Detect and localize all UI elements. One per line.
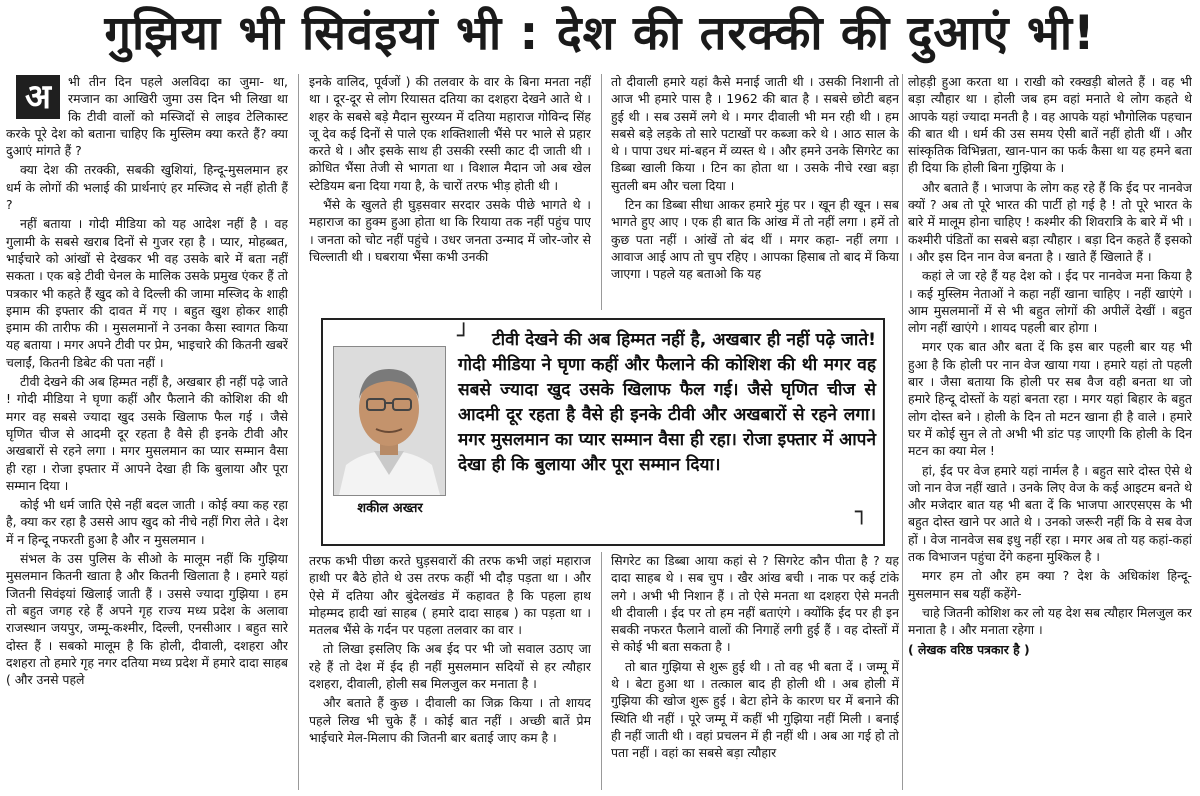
paragraph: इनके वालिद, पूर्वजों ) की तलवार के वार के बिना मनता नहीं था । दूर-दूर से लोग रियासत दतिया का दशहरा देखने आते थे । शहर के सबसे बड़े मैदान सुरय्यन में दतिया महाराज गोविन्द सिंह जू देव कई दिनों से पाले एक शक्तिशाली भैंसे पर भाले से प्रहार करते थे । और इसके साथ ही उसकी रस्सी काट दी जाती थी । क्रोधित भैंसा तेजी से भागता था । विशाल मैदान जो अब खेल स्टेडियम बना दिया गया है, के चारों तरफ भीड़ होती थी । bbox=[309, 74, 591, 193]
paragraph: टीवी देखने की अब हिम्मत नहीं है, अखबार ही नहीं पढ़े जाते ! गोदी मीडिया ने घृणा कहीं और फैलाने की कोशिश की थी मगर वह सबसे ज्यादा खुद उसके खिलाफ फैल गई । जैसे घृणित चीज से आदमी दूर रहता है वैसे ही इनके टीवी और अखबारों से रहने लगा । मगर मुसलमान का प्यार सम्मान वैसा ही रहा । रोजा इफ्तार में आपने देखा ही कि बुलाया और पूरा सम्मान दिया । bbox=[6, 374, 288, 493]
quote-close-icon: ┐ bbox=[855, 500, 869, 525]
paragraph: भी तीन दिन पहले अलविदा का जुमा- था, रमजान का आखिरी जुमा उस दिन भी लिखा था कि टीवी वालों को मस्जिदों से लाइव टेलिकास्ट करके पूरे देश को बताना चाहिए कि मुस्लिम क्या करते हैं? क्या दुआएं मांगते हैं ? bbox=[6, 74, 288, 159]
quote-open-icon: ┘ bbox=[457, 324, 471, 349]
author-photo bbox=[333, 346, 446, 496]
paragraph: संभल के उस पुलिस के सीओ के मालूम नहीं कि गुझिया मुसलमान कितनी खाता है और कितनी खिलाता है । हमारे यहां जितनी सिवंइयां खिलाई जाती हैं । उससे ज्यादा गुझिया । हम तो बहुत जगह रहे हैं अपने गृह राज्य मध्य प्रदेश के अलावा राजस्थान जयपुर, जम्मू-कश्मीर, दिल्ली, एनसीआर । बहुत सारे दोस्त हैं । सबको मालूम है कि होली, दीवाली, दशहरा और दशहरा तो हमारे गृह नगर दतिया मध्य प्रदेश में हमारे दादा साहब ( और उनसे पहले bbox=[6, 551, 288, 688]
paragraph: तरफ कभी पीछा करते घुड़सवारों की तरफ कभी जहां महाराज हाथी पर बैठे होते थे उस तरफ कहीं भी दौड़ पड़ता था । और ऐसे में दतिया और बुंदेलखंड में कहावत है कि पहला हाथ मोहम्मद हादी खां साहब ( हमारे दादा साहब ) का पड़ता था । मतलब भैंसे के गर्दन पर पहला तलवार का वार । bbox=[309, 553, 591, 638]
column-2-top bbox=[309, 73, 591, 313]
column-divider bbox=[902, 74, 903, 790]
column-2-bottom bbox=[309, 552, 591, 792]
paragraph: नहीं बताया । गोदी मीडिया को यह आदेश नहीं है । वह गुलामी के सबसे खराब दिनों से गुजर रहा है । प्यार, मोहब्बत, भाईचारे को आंखों से देखकर भी वह उसके बारे में बता नहीं सकता । एक बड़े टीवी चेनल के मालिक उसके प्रमुख एंकर हैं तो पत्रकार भी कहते हैं खुद को वे दिल्ली की जामा मस्जिद के शाही इमाम की इफ्तार की दावत में गए । बहुत खुश होकर शाही इमाम की तारीफ की । मुसलमानों ने उनका कैसा स्वागत किया यह बताया । मगर अपने टीवी पर प्रेम, भाइचारे की कितनी खबरें चलाईं, कितनी डिबेट की पता नहीं । bbox=[6, 216, 288, 370]
headline: गुझिया भी सिवंइयां भी : देश की तरक्की की दुआएं भी! bbox=[104, 6, 1096, 61]
author-caption: शकील अख्तर bbox=[357, 501, 423, 516]
paragraph: मगर एक बात और बता दें कि इस बार पहली बार यह भी हुआ है कि होली पर नान वेज खाया गया । हमारे यहां तो पहली बार । जैसा बताया कि होली पर सब वैज वही बनता था जो हमारे हिन्दू दोस्तों के यहां बनता रहा । मगर यहां बिहार के बहुत लोग दोस्त बने । होली के दिन तो मटन खाना ही है वाले । हमारे घर में कोई सुन ले तो अभी भी डांट पड़ जाएगी कि होली के दिन मटन का क्या मेल ! bbox=[908, 339, 1192, 459]
paragraph: चाहे जितनी कोशिश कर लो यह देश सब त्यौहार मिलजुल कर मनाता है । और मनाता रहेगा । bbox=[908, 604, 1192, 638]
paragraph: लोहड़ी हुआ करता था । राखी को रक्खड़ी बोलते हैं । वह भी बड़ा त्यौहार था । होली जब हम वहां मनाते थे लोग कहते थे आपके यहां ज्यादा मनती है । वह आपके यहां भौगोलिक पहचान की बात थी । धर्म की उस समय ऐसी बातें नहीं होती थीं । और सांस्कृतिक विभिन्नता, खान-पान का फर्क कैसा था यह हमने बता ही दिया कि होली बिना गुझिया के । bbox=[908, 74, 1192, 176]
column-3-bottom bbox=[611, 552, 899, 792]
pull-quote-box bbox=[321, 318, 885, 546]
paragraph: और बताते हैं । भाजपा के लोग कह रहे हैं कि ईद पर नानवेज क्यों ? अब तो पूरे भारत की पार्टी हो गई है ! तो पूरे भारत के बारे में मालूम होना चाहिए ! कश्मीर की शिवरात्रि के बारे में भी । कश्मीरी पंडितों का सबसे बड़ा त्यौहार । बड़ा दिन कहते हैं इसको । और इस दिन नान वेज बनता है । खाते हैं खिलाते हैं । bbox=[908, 179, 1192, 264]
paragraph: कहां ले जा रहे हैं यह देश को । ईद पर नानवेज मना किया है । कई मुस्लिम नेताओं ने कहा नहीं खाना चाहिए । नहीं खाएंगे । आम मुसलमानों में से भी बहुत लोगों की अपीलें देखीं । बहुत लोग नहीं खाएंगे । शायद पहली बार होगा । bbox=[908, 268, 1192, 336]
paragraph: और बताते हैं कुछ । दीवाली का जिक्र किया । तो शायद पहले लिख भी चुके हैं । कोई बात नहीं । अच्छी बातें प्रेम भाईचारे मेल-मिलाप की जितनी बार बताई जाए कम है । bbox=[309, 695, 591, 745]
paragraph: टिन का डिब्बा सीधा आकर हमारे मुंह पर । खून ही खून । सब भागते हुए आए । एक ही बात कि आंख में तो नहीं लगा । हमें तो कुछ पता नहीं । आंखें तो बंद थीं । मगर कहा- नहीं लगा । आवाज आई आप तो चुप रहिए । आपका हिसाब तो बाद में किया जाएगा । पहले यह बताओ कि यह bbox=[611, 197, 899, 282]
paragraph: कोई भी धर्म जाति ऐसे नहीं बदल जाती । कोई क्या कह रहा है, क्या कर रहा है उससे आप खुद को नीचे नहीं गिरा लेते । देश में न हिन्दू नफरती हुआ है और न मुसलमान । bbox=[6, 497, 288, 547]
paragraph: तो लिखा इसलिए कि अब ईद पर भी जो सवाल उठाए जा रहे हैं तो देश में ईद ही नहीं मुसलमान सदियों से हर त्यौहार दशहरा, दीवाली, होली सब मिलजुल कर मनाता है । bbox=[309, 641, 591, 692]
pull-quote-body: टीवी देखने की अब हिम्मत नहीं है, अखबार ही नहीं पढ़े जाते! गोदी मीडिया ने घृणा कहीं और फैलाने की कोशिश की थी मगर वह सबसे ज्यादा खुद उसके खिलाफ फैल गई। जैसे घृणित चीज से आदमी दूर रहता है वैसे ही इनके टीवी और अखबारों से रहने लगा। मगर मुसलमान का प्यार सम्मान वैसा ही रहा। रोजा इफ्तार में आपने देखा ही कि बुलाया और पूरा सम्मान दिया। bbox=[458, 330, 876, 475]
column-4 bbox=[908, 73, 1192, 793]
paragraph: तो बात गुझिया से शुरू हुई थी । तो वह भी बता दें । जम्मू में थे । बेटा हुआ था । तत्काल बाद ही होली थी । अब होली में गुझिया की खोज शुरू हुई । बेटा होने के कारण घर में बनाने की स्थिति थी नहीं । पूरे जम्मू में कहीं भी गुझिया नहीं मिली । बनाई ही नहीं जाती थी । वहां प्रचलन में ही नहीं थी । अब आ गई हो तो पता नहीं । वहां का सबसे बड़ा त्यौहार bbox=[611, 658, 899, 761]
drop-cap: अ bbox=[16, 75, 60, 119]
paragraph: हां, ईद पर वेज हमारे यहां नार्मल है । बहुत सारे दोस्त ऐसे थे जो नान वेज नहीं खाते । उनके लिए वेज के कई आइटम बनते थे और मजेदार बात यह भी बता दें कि भाजपा आरएसएस के भी बहुत दोस्त खाने पर आते थे । उनको जरूरी नहीं कि वे सब वेज हों । वेज नानवेज सब इधु नहीं रहा । मगर अब तो यह कहां-कहां तक विभाजन पहुंचा देंगे कहना मुश्किल है । bbox=[908, 462, 1192, 565]
paragraph: भैंसे के खुलते ही घुड़सवार सरदार उसके पीछे भागते थे । महाराज का हुक्म हुआ होता था कि रियाया तक नहीं पहुंच पाए । जनता को चोट नहीं पहुंचे । उधर जनता उन्माद में जोर-जोर से चिल्लाती थी । घबराया भैंसा कभी उनकी bbox=[309, 197, 591, 264]
author-byline: ( लेखक वरिष्ठ पत्रकार है ) bbox=[908, 641, 1030, 657]
column-1 bbox=[6, 73, 288, 793]
pull-quote-text bbox=[458, 328, 876, 478]
paragraph: तो दीवाली हमारे यहां कैसे मनाई जाती थी । उसकी निशानी तो आज भी हमारे पास है । 1962 की बात है । सबसे छोटी बहन हुई थी । सब उसमें लगे थे । मगर दीवाली भी मन रही थी । हम सबसे बड़े लड़के तो सारे पटाखों पर कब्जा करे थे । आठ साल के थे । पापा उधर मां-बहन में व्यस्त थे । और हमने उनके सिगरेट का डिब्बा खाली किया । टिन का होता था । उसके नीचे रखा बड़ा सुतली बम और चला दिया । bbox=[611, 74, 899, 193]
paragraph: सिगरेट का डिब्बा आया कहां से ? सिगरेट कौन पीता है ? यह दादा साहब थे । सब चुप । खैर आंख बची । नाक पर कई टांके लगे । अभी भी निशान हैं । तो ऐसे मनता था दशहरा ऐसे मनती थी दीवाली । ईद पर तो हम नहीं बताएंगे । क्योंकि ईद पर ही इन सबकी नफरत फैलाने वालों की निगाहें लगी हुई हैं । वह दोस्तों में से कोई भी बता सकता है । bbox=[611, 553, 899, 655]
column-divider bbox=[601, 74, 602, 310]
column-3-top bbox=[611, 73, 899, 313]
paragraph: क्या देश की तरक्की, सबकी खुशियां, हिन्दू-मुसलमान हर धर्म के लोगों की भलाई की प्रार्थनाएं हर मस्जिद से नहीं होती हैं ? bbox=[6, 162, 288, 213]
column-divider bbox=[601, 552, 602, 790]
paragraph: मगर हम तो और हम क्या ? देश के अधिकांश हिन्दू- मुसलमान सब यहीं कहेंगे- bbox=[908, 568, 1192, 601]
column-divider bbox=[298, 74, 299, 790]
author-portrait-image bbox=[334, 347, 445, 495]
